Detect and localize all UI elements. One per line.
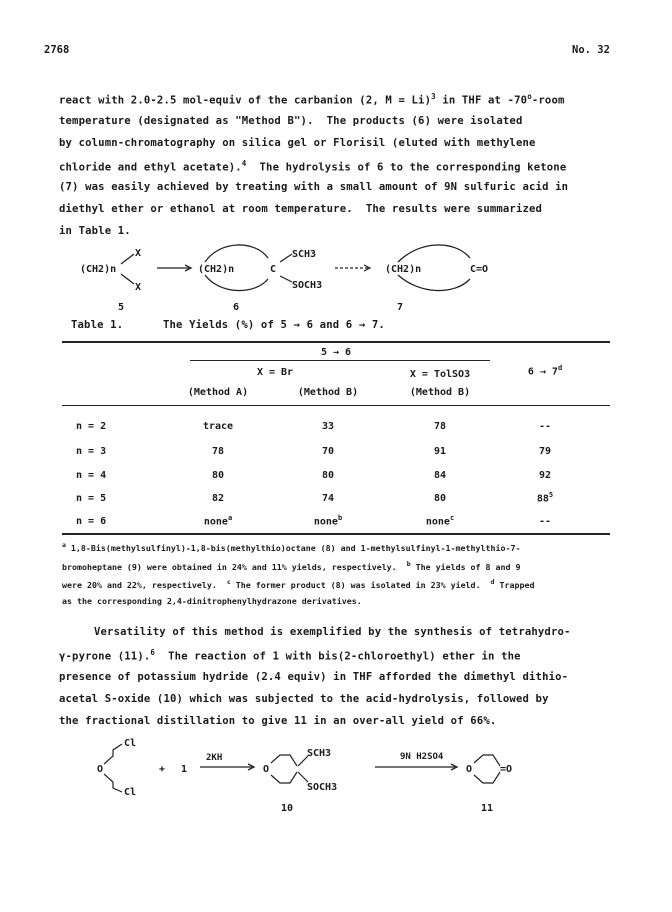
footnote-line: bromoheptane (9) were obtained in 24% and 11% yields, respectively. $^b$ The yields of 8 and 9	[62, 560, 521, 572]
text-line: acetal S-oxide (10) which was subjected to the acid-hydrolysis, followed by	[59, 693, 549, 705]
page-number: 2768	[44, 44, 70, 56]
table-cell: 80	[433, 493, 447, 504]
span-header: 5 → 6	[320, 347, 352, 358]
dichloro-ether	[97, 738, 136, 798]
text-line: the fractional distillation to give 11 in an over-all yield of 66%.	[59, 715, 497, 727]
header-method-a: (Method A)	[187, 387, 249, 398]
text-line: Versatility of this method is exemplified by the synthesis of tetrahydro-	[94, 626, 571, 638]
row-label: n = 2	[76, 421, 107, 432]
table-cell: 80	[211, 470, 225, 481]
sch3-group: SCH3	[307, 748, 332, 759]
text-line: chloride and ethyl acetate).$^4$ The hydrolysis of 6 to the corresponding ketone	[59, 159, 567, 174]
carbonyl-group: =O	[500, 764, 513, 775]
substituent-x: X	[135, 248, 142, 259]
group-label: (CH2)n	[80, 264, 117, 275]
table-cell: 84	[433, 470, 447, 481]
text-line: presence of potassium hydride (2.4 equiv) in THF afforded the dimethyl dithio-	[59, 671, 569, 683]
header-x-tolso3: X = TolSO3	[409, 369, 471, 380]
table-cell: 82	[211, 493, 225, 504]
compound-label: 7	[397, 302, 404, 313]
oxygen-atom: O	[466, 764, 473, 775]
text-line: temperature (designated as "Method B"). The products (6) were isolated	[59, 115, 523, 127]
table-cell: 78	[211, 446, 225, 457]
text-line: γ-pyrone (11).$^6$ The reaction of 1 with bis(2-chloroethyl) ether in the	[59, 648, 521, 663]
oxygen-atom: O	[263, 764, 270, 775]
compound-label: 11	[481, 803, 494, 814]
compound-label: 6	[233, 302, 240, 313]
table-cell: --	[538, 421, 552, 432]
row-label: n = 6	[76, 516, 107, 527]
table-cell: none$^a$	[203, 514, 233, 528]
oxygen-atom: O	[97, 764, 104, 775]
footnote-line: were 20% and 22%, respectively. $^c$ The former product (8) was isolated in 23% yield. $^d$ Trapped	[62, 578, 535, 590]
reagent-2kh: 2KH	[206, 753, 223, 763]
chloro-atom: Cl	[124, 787, 137, 798]
footnote-line: as the corresponding 2,4-dinitrophenylhydrazone derivatives.	[62, 596, 362, 606]
substituent-x: X	[135, 282, 142, 293]
journal-issue: No. 32	[572, 44, 610, 56]
header-method-b: (Method B)	[297, 387, 359, 398]
reagent-h2so4: 9N H2SO4	[400, 752, 444, 762]
row-label: n = 4	[76, 470, 107, 481]
group-label: (CH2)n	[385, 264, 422, 275]
soch3-group: SOCH3	[292, 280, 323, 291]
table-cell: 80	[321, 470, 335, 481]
table-cell: none$^b$	[313, 514, 343, 528]
table-cell: none$^c$	[425, 514, 455, 528]
quaternary-c: C	[270, 264, 277, 275]
header-method-b: (Method B)	[409, 387, 471, 398]
table-cell: 33	[321, 421, 335, 432]
table-cell: $88^5$	[536, 491, 554, 505]
plus-sign: +	[159, 764, 166, 775]
table-caption-label: Table 1.	[71, 319, 124, 331]
text-line: react with 2.0-2.5 mol-equiv of the carbanion (2, M = Li)$^3$ in THF at -70$^o$-room	[59, 92, 565, 107]
compound-11	[466, 755, 512, 814]
compound-10	[263, 748, 337, 814]
sch3-group: SCH3	[292, 249, 317, 260]
text-line: (7) was easily achieved by treating with a small amount of 9N sulfuric acid in	[59, 181, 569, 193]
table-cell: 78	[433, 421, 447, 432]
carbonyl-group: C=O	[470, 264, 489, 275]
text-line: by column-chromatography on silica gel or Florisil (eluted with methylene	[59, 137, 536, 149]
header-6-to-7: $6 \to 7^d$	[527, 364, 563, 378]
chloro-atom: Cl	[124, 738, 137, 749]
row-label: n = 5	[76, 493, 107, 504]
header-x-br: X = Br	[256, 367, 294, 378]
table-cell: 70	[321, 446, 335, 457]
compound-label: 5	[118, 302, 125, 313]
table-cell: --	[538, 516, 552, 527]
table-caption: The Yields (%) of 5 → 6 and 6 → 7.	[163, 319, 385, 331]
table-cell: trace	[202, 421, 234, 432]
reagent-number: 1	[181, 764, 188, 775]
table-cell: 79	[538, 446, 552, 457]
text-line: diethyl ether or ethanol at room temperature. The results were summarized	[59, 203, 543, 215]
table-cell: 74	[321, 493, 335, 504]
row-label: n = 3	[76, 446, 107, 457]
compound-label: 10	[281, 803, 294, 814]
table-cell: 92	[538, 470, 552, 481]
footnote-a: $^a$ 1,8-Bis(methylsulfinyl)-1,8-bis(methylthio)octane (8) and 1-methylsulfinyl-1-methylthio-7-	[62, 541, 521, 553]
table-cell: 91	[433, 446, 447, 457]
soch3-group: SOCH3	[307, 782, 338, 793]
text-line: in Table 1.	[59, 225, 131, 237]
group-label: (CH2)n	[198, 264, 235, 275]
